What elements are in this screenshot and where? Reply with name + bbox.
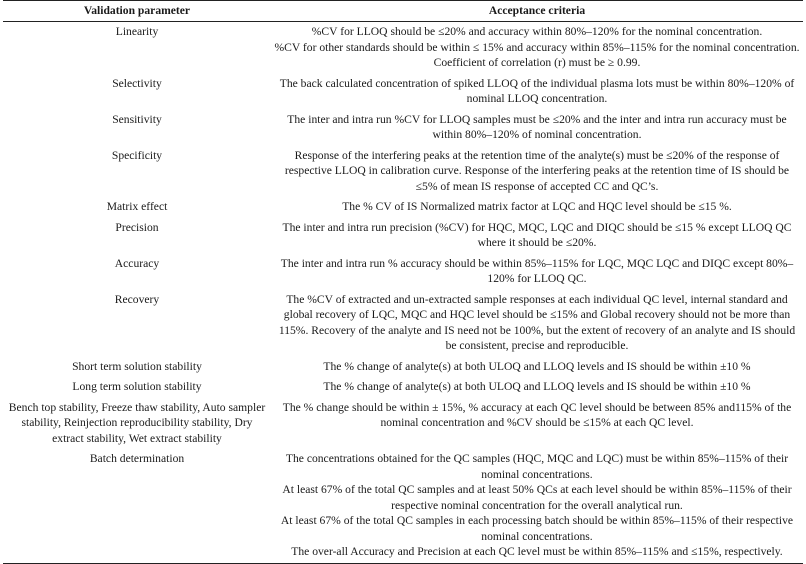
- criteria-cell: [271, 290, 803, 357]
- criteria-text: The % CV of IS Normalized matrix factor at LQC and HQC level should be ≤15 %.: [342, 200, 732, 213]
- criteria-text: The % change of analyte(s) at both ULOQ and LLOQ levels and IS should be within ±10 %: [323, 359, 751, 373]
- validation-table: [3, 0, 803, 564]
- criteria-cell: [271, 110, 803, 146]
- criteria-text: The concentrations obtained for the QC samples (HQC, MQC and LQC) must be within 85%–115% of their nominal concentrations.: [285, 452, 789, 481]
- table-row: [3, 197, 803, 218]
- criteria-text: Response of the interfering peaks at the retention time of the analyte(s) must be ≤20% of the response of respective LLOQ in calibration curve. Response of the interfering peaks at the retention time of IS should be ≤5% of mean IS response of accepted CC and QC’s.: [284, 148, 790, 193]
- criteria-cell: [271, 377, 803, 398]
- criteria-text: The % change should be within ± 15%, % accuracy at each QC level should be between 85% and115% of the nominal concentration and %CV should be ≤15% at each QC level.: [282, 400, 792, 429]
- criteria-cell: [271, 254, 803, 290]
- parameter-cell: Batch determination: [3, 449, 271, 563]
- table-row: [3, 74, 803, 110]
- criteria-cell: [271, 22, 803, 74]
- table-row: [3, 146, 803, 198]
- criteria-text: At least 67% of the total QC samples and at least 50% QCs at each level should be within 85%–115% of their respective nominal concentration for the overall analytical run.: [282, 483, 792, 512]
- parameter-cell: Bench top stability, Freeze thaw stability, Auto sampler stability, Reinjection reproducibility stability, Dry extract stability, Wet extract stability: [8, 400, 266, 445]
- table-row: [3, 254, 803, 290]
- parameter-cell: Precision: [115, 220, 159, 234]
- table-row: [3, 22, 803, 74]
- criteria-text: The back calculated concentration of spiked LLOQ of the individual plasma lots must be within 80%–120% of nominal LLOQ concentration.: [279, 76, 795, 105]
- criteria-cell: [271, 449, 803, 563]
- table-body: [3, 22, 803, 564]
- criteria-cell: [271, 398, 803, 450]
- criteria-cell: [271, 218, 803, 254]
- parameter-cell: Matrix effect: [106, 200, 168, 213]
- parameter-cell: Specificity: [111, 148, 163, 162]
- criteria-cell: [271, 357, 803, 378]
- parameter-cell: Sensitivity: [112, 112, 162, 126]
- table-row: [3, 290, 803, 357]
- criteria-text: The inter and intra run %CV for LLOQ samples must be ≤20% and the inter and intra run accuracy must be within 80%–120% of nominal concentration.: [287, 112, 787, 141]
- criteria-text: %CV for LLOQ should be ≤20% and accuracy within 80%–120% for the nominal concentration.: [311, 25, 763, 38]
- table-row: [3, 357, 803, 378]
- header-row: [3, 1, 803, 22]
- criteria-text: At least 67% of the total QC samples in each processing batch should be within 85%–115% of their respective nominal concentrations.: [280, 514, 794, 543]
- parameter-cell: Long term solution stability: [72, 380, 202, 393]
- table-row: [3, 377, 803, 398]
- criteria-text: The over-all Accuracy and Precision at each QC level must be within 85%–115% and ≤15%, respectively.: [291, 545, 783, 558]
- parameter-cell: Recovery: [114, 292, 160, 306]
- criteria-cell: [271, 74, 803, 110]
- criteria-text: The %CV of extracted and un-extracted sample responses at each individual QC level, internal standard and global recovery of LQC, MQC and HQC level should be ≤15% and Global recovery should not be more than 115%. Recovery of the analyte and IS need not be 100%, but the extent of recovery of an analyte and IS should be consistent, precise and reproducible.: [278, 292, 796, 352]
- parameter-cell: Short term solution stability: [72, 359, 202, 373]
- criteria-text: The inter and intra run % accuracy should be within 85%–115% for LQC, MQC LQC and DIQC except 80%–120% for LLOQ QC.: [280, 256, 794, 285]
- criteria-text: The % change of analyte(s) at both ULOQ and LLOQ levels and IS should be within ±10 %: [323, 380, 751, 393]
- criteria-cell: [271, 146, 803, 198]
- criteria-text: The inter and intra run precision (%CV) for HQC, MQC, LQC and DIQC should be ≤15 % except LLOQ QC where it should be ≤20%.: [282, 220, 792, 249]
- header-criteria: Acceptance criteria: [271, 1, 803, 22]
- header-parameter: Validation parameter: [3, 1, 271, 22]
- parameter-cell: Accuracy: [114, 256, 160, 270]
- criteria-text: %CV for other standards should be within ≤ 15% and accuracy within 85%–115% for the nominal concentration. Coefficient of correlation (r) must be ≥ 0.99.: [274, 40, 800, 69]
- criteria-cell: [271, 197, 803, 218]
- table-row: [3, 110, 803, 146]
- parameter-cell: Linearity: [115, 25, 159, 38]
- table-row: [3, 398, 803, 450]
- table-row: [3, 449, 803, 563]
- table-row: [3, 218, 803, 254]
- parameter-cell: Selectivity: [112, 76, 162, 90]
